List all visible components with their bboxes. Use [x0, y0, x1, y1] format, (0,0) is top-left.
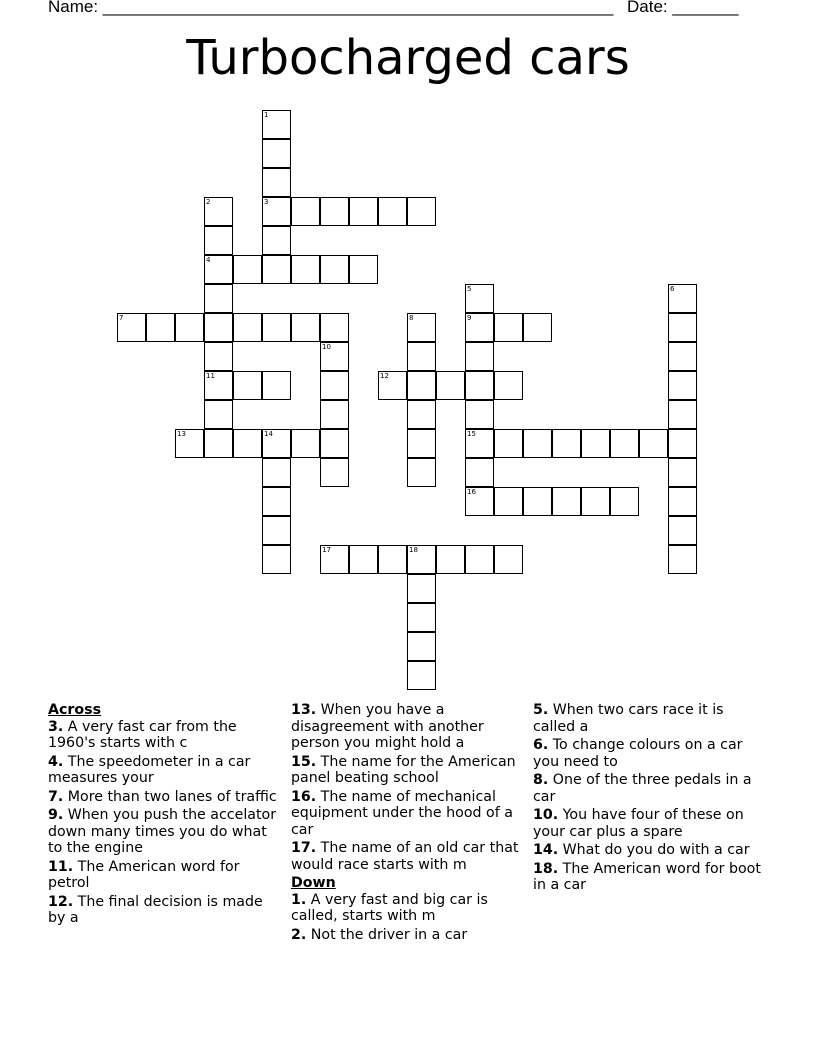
clue-number: 17: [322, 546, 331, 554]
down-heading: Down: [291, 875, 336, 891]
grid-cell[interactable]: [291, 197, 320, 226]
grid-cell[interactable]: [668, 371, 697, 400]
clue-number: 1: [264, 111, 269, 119]
grid-cell[interactable]: [407, 574, 436, 603]
grid-cell[interactable]: [291, 429, 320, 458]
grid-cell[interactable]: [204, 371, 233, 400]
grid-cell[interactable]: [320, 429, 349, 458]
clue-number: 7: [119, 314, 124, 322]
clue-number: 9: [467, 314, 472, 322]
grid-cell[interactable]: [465, 342, 494, 371]
clue-number: 2: [206, 198, 211, 206]
clue-across-4: 4. The speedometer in a car measures your: [48, 753, 251, 786]
grid-cell[interactable]: [668, 313, 697, 342]
grid-cell[interactable]: [262, 313, 291, 342]
grid-cell[interactable]: [378, 197, 407, 226]
grid-cell[interactable]: [465, 371, 494, 400]
grid-cell[interactable]: [407, 458, 436, 487]
grid-cell[interactable]: [378, 545, 407, 574]
grid-cell[interactable]: [175, 313, 204, 342]
grid-cell[interactable]: [204, 197, 233, 226]
grid-cell[interactable]: [610, 429, 639, 458]
grid-cell[interactable]: [262, 516, 291, 545]
grid-cell[interactable]: [465, 487, 494, 516]
grid-cell[interactable]: [320, 371, 349, 400]
clue-across-15: 15. The name for the American panel beating school: [291, 753, 516, 786]
clue-down-18: 18. The American word for boot in a car: [533, 860, 761, 893]
clue-across-13: 13. When you have a disagreement with another person you might hold a: [291, 702, 484, 751]
grid-cell[interactable]: [320, 342, 349, 371]
grid-cell[interactable]: [407, 342, 436, 371]
grid-cell[interactable]: [262, 226, 291, 255]
clue-number: 15: [467, 430, 476, 438]
grid-cell[interactable]: [668, 458, 697, 487]
clue-number: 8: [409, 314, 414, 322]
grid-cell[interactable]: [175, 429, 204, 458]
grid-cell[interactable]: [407, 400, 436, 429]
grid-cell[interactable]: [668, 429, 697, 458]
grid-cell[interactable]: [204, 226, 233, 255]
grid-cell[interactable]: [494, 313, 523, 342]
grid-cell[interactable]: [668, 487, 697, 516]
clue-down-6: 6. To change colours on a car you need to: [533, 737, 743, 770]
clue-number: 12: [380, 372, 389, 380]
clue-across-9: 9. When you push the accelator down many times you do what to the engine: [48, 807, 277, 856]
grid-cell[interactable]: [465, 545, 494, 574]
grid-cell[interactable]: [233, 255, 262, 284]
grid-cell[interactable]: [262, 168, 291, 197]
grid-cell[interactable]: [639, 429, 668, 458]
grid-cell[interactable]: [407, 661, 436, 690]
grid-cell[interactable]: [407, 313, 436, 342]
grid-cell[interactable]: [320, 545, 349, 574]
grid-cell[interactable]: [407, 603, 436, 632]
grid-cell[interactable]: [320, 400, 349, 429]
grid-cell[interactable]: [668, 545, 697, 574]
clue-down-10: 10. You have four of these on your car plus a spare: [533, 807, 744, 840]
grid-cell[interactable]: [291, 255, 320, 284]
grid-cell[interactable]: [233, 371, 262, 400]
clue-column-3: [533, 702, 765, 896]
grid-cell[interactable]: [465, 429, 494, 458]
grid-cell[interactable]: [581, 487, 610, 516]
grid-cell[interactable]: [320, 197, 349, 226]
clue-number: 16: [467, 488, 476, 496]
grid-cell[interactable]: [262, 545, 291, 574]
grid-cell[interactable]: [407, 371, 436, 400]
clue-number: 14: [264, 430, 273, 438]
grid-cell[interactable]: [262, 429, 291, 458]
grid-cell[interactable]: [407, 429, 436, 458]
clue-number: 13: [177, 430, 186, 438]
clue-number: 4: [206, 256, 211, 264]
grid-cell[interactable]: [262, 197, 291, 226]
grid-cell[interactable]: [668, 400, 697, 429]
grid-cell[interactable]: [465, 284, 494, 313]
clue-down-5: 5. When two cars race it is called a: [533, 702, 724, 735]
grid-cell[interactable]: [262, 139, 291, 168]
grid-cell[interactable]: [552, 429, 581, 458]
grid-cell[interactable]: [523, 487, 552, 516]
grid-cell[interactable]: [407, 632, 436, 661]
grid-cell[interactable]: [320, 458, 349, 487]
grid-cell[interactable]: [668, 342, 697, 371]
grid-cell[interactable]: [407, 545, 436, 574]
grid-cell[interactable]: [233, 429, 262, 458]
clue-down-8: 8. One of the three pedals in a car: [533, 772, 752, 805]
grid-cell[interactable]: [262, 487, 291, 516]
grid-cell[interactable]: [668, 516, 697, 545]
grid-cell[interactable]: [262, 371, 291, 400]
clue-number: 5: [467, 285, 472, 293]
grid-cell[interactable]: [494, 545, 523, 574]
grid-cell[interactable]: [436, 371, 465, 400]
grid-cell[interactable]: [494, 371, 523, 400]
grid-cell[interactable]: [349, 197, 378, 226]
grid-cell[interactable]: [320, 313, 349, 342]
grid-cell[interactable]: [204, 284, 233, 313]
grid-cell[interactable]: [552, 487, 581, 516]
grid-cell[interactable]: [349, 545, 378, 574]
grid-cell[interactable]: [581, 429, 610, 458]
clue-number: 18: [409, 546, 418, 554]
clue-number: 11: [206, 372, 215, 380]
clue-down-2: 2. Not the driver in a car: [291, 926, 468, 943]
grid-cell[interactable]: [291, 313, 320, 342]
clue-down-14: 14. What do you do with a car: [533, 842, 750, 858]
grid-cell[interactable]: [523, 313, 552, 342]
clue-number: 6: [670, 285, 675, 293]
grid-cell[interactable]: [204, 342, 233, 371]
grid-cell[interactable]: [233, 313, 262, 342]
grid-cell[interactable]: [204, 255, 233, 284]
clue-across-17: 17. The name of an old car that would race starts with m: [291, 840, 519, 873]
grid-cell[interactable]: [465, 458, 494, 487]
grid-cell[interactable]: [349, 255, 378, 284]
grid-cell[interactable]: [610, 487, 639, 516]
date-field[interactable]: Date: _______: [627, 0, 739, 16]
grid-cell[interactable]: [523, 429, 552, 458]
grid-cell[interactable]: [378, 371, 407, 400]
grid-cell[interactable]: [436, 545, 465, 574]
clue-down-1: 1. A very fast and big car is called, starts with m: [291, 891, 488, 924]
clue-across-11: 11. The American word for petrol: [48, 858, 240, 891]
clue-across-7: 7. More than two lanes of traffic: [48, 788, 277, 805]
puzzle-title: Turbocharged cars: [186, 30, 630, 86]
grid-cell[interactable]: [668, 284, 697, 313]
grid-cell[interactable]: [262, 458, 291, 487]
name-field[interactable]: Name: ______________________________________________________: [48, 0, 614, 16]
grid-cell[interactable]: [465, 400, 494, 429]
grid-cell[interactable]: [262, 255, 291, 284]
grid-cell[interactable]: [320, 255, 349, 284]
clue-across-3: 3. A very fast car from the 1960's starts with c: [48, 718, 237, 751]
grid-cell[interactable]: [407, 197, 436, 226]
grid-cell[interactable]: [465, 313, 494, 342]
clue-across-16: 16. The name of mechanical equipment under the hood of a car: [291, 788, 513, 838]
clue-number: 10: [322, 343, 331, 351]
grid-cell[interactable]: [117, 313, 146, 342]
grid-cell[interactable]: [494, 429, 523, 458]
clue-across-12: 12. The final decision is made by a: [48, 893, 263, 926]
grid-cell[interactable]: [204, 429, 233, 458]
clue-column-2: [291, 702, 527, 945]
clue-number: 3: [264, 198, 269, 206]
grid-cell[interactable]: [204, 400, 233, 429]
grid-cell[interactable]: [494, 487, 523, 516]
grid-cell[interactable]: [204, 313, 233, 342]
grid-cell[interactable]: [262, 110, 291, 139]
across-heading: Across: [48, 702, 102, 718]
grid-cell[interactable]: [146, 313, 175, 342]
clue-column-1: [48, 702, 280, 929]
